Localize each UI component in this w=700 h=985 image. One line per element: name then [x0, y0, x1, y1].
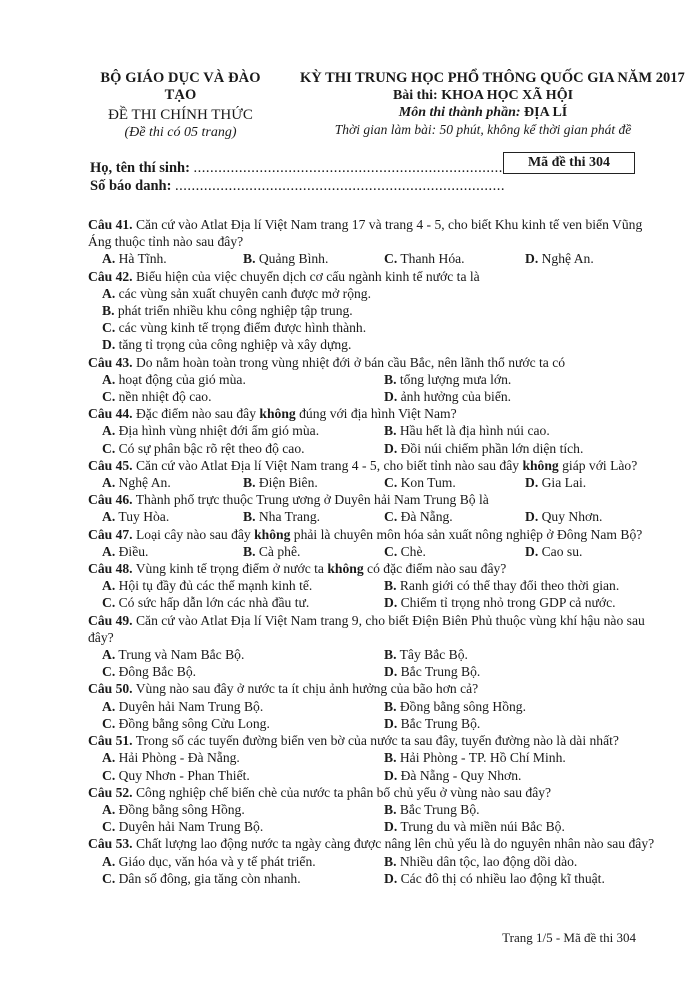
page-footer: Trang 1/5 - Mã đề thi 304	[502, 930, 636, 945]
option-text: Đồng bằng sông Cửu Long.	[115, 715, 270, 731]
answer-option	[384, 508, 525, 525]
answer-options	[88, 853, 668, 887]
option-letter: D.	[384, 440, 398, 456]
option-letter: B.	[384, 853, 397, 869]
question-stem	[88, 612, 668, 646]
option-text: Điện Biên.	[255, 475, 318, 491]
question	[88, 354, 668, 406]
emphasis-text: không	[254, 526, 291, 542]
question-text: phải là chuyên môn hóa sản xuất nông nghiệp ở Đông Nam Bộ?	[290, 526, 643, 542]
option-letter: C.	[102, 870, 116, 886]
paper-label: Bài thi:	[392, 88, 438, 103]
answer-options	[88, 422, 668, 456]
question-stem	[88, 354, 668, 371]
exam-code-box: Mã đề thi 304	[503, 152, 635, 174]
question	[88, 612, 668, 681]
question-number: Câu 48.	[88, 561, 133, 577]
question-stem	[88, 732, 668, 749]
answer-option	[525, 543, 666, 560]
question-text: Vùng nào sau đây ở nước ta ít chịu ảnh hưởng của bão hơn cả?	[132, 681, 479, 697]
candidate-id-dots: ................................................................................	[175, 178, 506, 194]
exam-title: KỲ THI TRUNG HỌC PHỔ THÔNG QUỐC GIA NĂM 2017	[300, 70, 685, 86]
answer-option	[384, 594, 666, 611]
option-text: Ranh giới có thể thay đổi theo thời gian.	[396, 578, 620, 594]
answer-options	[88, 285, 668, 354]
question	[88, 216, 668, 268]
answer-option	[102, 801, 384, 818]
option-letter: A.	[102, 853, 116, 869]
option-letter: A.	[102, 423, 116, 439]
question-stem	[88, 835, 668, 852]
question-number: Câu 43.	[88, 354, 133, 370]
option-text: Cà phê.	[255, 543, 301, 559]
answer-option	[384, 663, 666, 680]
option-letter: A.	[102, 251, 116, 267]
question-number: Câu 42.	[88, 268, 133, 284]
answer-option	[102, 336, 668, 353]
answer-option	[102, 646, 384, 663]
answer-options	[88, 577, 668, 611]
option-text: Bắc Trung Bộ.	[397, 664, 481, 680]
candidate-name-line	[90, 160, 503, 177]
question	[88, 491, 668, 525]
option-letter: A.	[102, 647, 116, 663]
question-text: Vùng kinh tế trọng điểm ở nước ta	[132, 561, 328, 577]
option-text: Cao su.	[538, 543, 583, 559]
answer-options	[88, 474, 668, 491]
subject-line	[300, 105, 666, 121]
answer-option	[384, 818, 666, 835]
time-note: Thời gian làm bài: 50 phút, không kể thời gian phát đề	[334, 122, 632, 137]
question-text: giáp với Lào?	[558, 457, 638, 473]
option-text: Đồi núi chiếm phần lớn diện tích.	[397, 440, 584, 456]
option-text: Quy Nhơn - Phan Thiết.	[115, 767, 250, 783]
question	[88, 268, 668, 354]
option-text: Quy Nhơn.	[538, 509, 603, 525]
option-text: Hải Phòng - TP. Hồ Chí Minh.	[396, 750, 566, 766]
option-text: Hà Tĩnh.	[115, 251, 167, 267]
question	[88, 732, 668, 784]
answer-option	[102, 577, 384, 594]
option-letter: C.	[384, 543, 398, 559]
option-letter: B.	[384, 371, 397, 387]
option-text: Tuy Hòa.	[115, 509, 170, 525]
question-text: có đặc điểm nào sau đây?	[363, 561, 507, 577]
answer-option	[102, 440, 384, 457]
option-text: các vùng kinh tế trọng điểm được hình thành.	[115, 320, 367, 336]
question-stem	[88, 405, 668, 422]
emphasis-text: không	[522, 457, 559, 473]
option-letter: B.	[243, 509, 256, 525]
header-right	[300, 70, 685, 138]
question-text: Căn cứ vào Atlat Địa lí Việt Nam trang 17 và trang 4 - 5, cho biết Khu kinh tế ven biển Vũng Áng thuộc tỉnh nào sau đây?	[88, 217, 643, 250]
question-number: Câu 49.	[88, 612, 133, 628]
question-number: Câu 44.	[88, 406, 133, 422]
option-text: Đồng bằng sông Hồng.	[396, 698, 526, 714]
question-number: Câu 47.	[88, 526, 133, 542]
answer-option	[102, 388, 384, 405]
option-letter: C.	[102, 819, 116, 835]
candidate-name-label: Họ, tên thí sinh:	[90, 160, 190, 176]
answer-option	[384, 577, 666, 594]
answer-option	[102, 319, 668, 336]
option-text: Hầu hết là địa hình núi cao.	[396, 423, 550, 439]
answer-options	[88, 646, 668, 680]
answer-option	[384, 440, 666, 457]
answer-option	[102, 715, 384, 732]
answer-option	[102, 767, 384, 784]
question-number: Câu 46.	[88, 492, 133, 508]
candidate-name-dots: ...........................................................................	[193, 160, 503, 176]
answer-option	[384, 870, 666, 887]
option-text: hoạt động của gió mùa.	[115, 371, 246, 387]
question-stem	[88, 268, 668, 285]
emphasis-text: không	[259, 406, 296, 422]
option-text: Đà Nẵng.	[397, 509, 453, 525]
paper-line	[300, 88, 666, 104]
subject-value: ĐỊA LÍ	[524, 105, 568, 120]
option-letter: B.	[102, 303, 115, 319]
option-letter: D.	[525, 509, 539, 525]
answer-option	[384, 853, 666, 870]
answer-option	[384, 474, 525, 491]
option-text: Hải Phòng - Đà Nẵng.	[115, 750, 240, 766]
answer-option	[102, 818, 384, 835]
option-letter: C.	[384, 475, 398, 491]
question-number: Câu 41.	[88, 217, 133, 232]
option-text: ảnh hưởng của biển.	[397, 389, 512, 405]
option-text: Chè.	[397, 543, 426, 559]
option-text: Bắc Trung Bộ.	[397, 715, 481, 731]
option-text: Trung và Nam Bắc Bộ.	[115, 647, 245, 663]
option-letter: C.	[102, 715, 116, 731]
option-text: Gia Lai.	[538, 475, 587, 491]
answer-option	[384, 388, 666, 405]
option-text: các vùng sản xuất chuyên canh được mở rộng.	[115, 285, 371, 301]
option-text: Địa hình vùng nhiệt đới ẩm gió mùa.	[115, 423, 320, 439]
question	[88, 835, 668, 887]
option-letter: A.	[102, 698, 116, 714]
answer-option	[525, 250, 666, 267]
option-letter: C.	[102, 664, 116, 680]
question-list	[88, 216, 668, 887]
option-letter: D.	[384, 767, 398, 783]
option-letter: A.	[102, 371, 116, 387]
question-text: Thành phố trực thuộc Trung ương ở Duyên hải Nam Trung Bộ là	[132, 492, 489, 508]
option-letter: C.	[102, 767, 116, 783]
option-letter: D.	[525, 543, 539, 559]
option-letter: C.	[102, 320, 116, 336]
answer-option	[384, 422, 666, 439]
option-letter: A.	[102, 578, 116, 594]
option-text: Đồng bằng sông Hồng.	[115, 801, 245, 817]
answer-option	[102, 508, 243, 525]
option-letter: B.	[384, 647, 397, 663]
question-number: Câu 50.	[88, 681, 133, 697]
option-text: Đông Bắc Bộ.	[115, 664, 197, 680]
option-text: tổng lượng mưa lớn.	[396, 371, 512, 387]
answer-option	[384, 371, 666, 388]
candidate-id-label: Số báo danh:	[90, 178, 172, 194]
option-text: Nhiều dân tộc, lao động dồi dào.	[396, 853, 578, 869]
option-text: Giáo dục, văn hóa và y tế phát triển.	[115, 853, 316, 869]
option-text: Đà Nẵng - Quy Nhơn.	[397, 767, 522, 783]
answer-option	[102, 302, 668, 319]
option-letter: A.	[102, 801, 116, 817]
question-text: Đặc điểm nào sau đây	[132, 406, 260, 422]
question-number: Câu 52.	[88, 784, 133, 800]
option-text: phát triển nhiều khu công nghiệp tập trung.	[114, 303, 353, 319]
question-number: Câu 53.	[88, 836, 133, 852]
option-letter: D.	[384, 389, 398, 405]
option-letter: A.	[102, 509, 116, 525]
question-text: Chất lượng lao động nước ta ngày càng được nâng lên chủ yếu là do nguyên nhân nào sau đây?	[132, 836, 655, 852]
answer-options	[88, 801, 668, 835]
emphasis-text: không	[327, 561, 364, 577]
paper-value: KHOA HỌC XÃ HỘI	[441, 88, 574, 103]
option-text: Hội tụ đầy đủ các thế mạnh kinh tế.	[115, 578, 313, 594]
answer-option	[102, 285, 668, 302]
answer-option	[384, 767, 666, 784]
option-letter: D.	[384, 819, 398, 835]
option-letter: C.	[384, 509, 398, 525]
answer-option	[384, 543, 525, 560]
option-letter: B.	[384, 801, 397, 817]
option-letter: A.	[102, 475, 116, 491]
answer-option	[102, 250, 243, 267]
question-stem	[88, 457, 668, 474]
option-letter: B.	[384, 750, 397, 766]
question-text: Loại cây nào sau đây	[132, 526, 255, 542]
answer-options	[88, 749, 668, 783]
answer-option	[384, 749, 666, 766]
pages-note: (Đề thi có 05 trang)	[124, 125, 237, 140]
answer-option	[384, 801, 666, 818]
answer-option	[102, 663, 384, 680]
answer-option	[102, 474, 243, 491]
option-letter: D.	[384, 715, 398, 731]
option-text: Thanh Hóa.	[397, 251, 465, 267]
option-letter: A.	[102, 750, 116, 766]
question-stem	[88, 680, 668, 697]
option-letter: D.	[384, 870, 398, 886]
subject-label: Môn thi thành phần:	[398, 105, 521, 120]
question-text: Trong số các tuyến đường biển ven bờ của nước ta sau đây, tuyến đường nào là dài nhất?	[132, 733, 619, 749]
question	[88, 560, 668, 612]
answer-option	[384, 715, 666, 732]
option-text: Có sự phân bậc rõ rệt theo độ cao.	[115, 440, 305, 456]
option-letter: B.	[384, 423, 397, 439]
option-text: Nghệ An.	[115, 475, 171, 491]
question-stem	[88, 491, 668, 508]
option-letter: B.	[384, 698, 397, 714]
option-text: Có sức hấp dẫn lớn các nhà đầu tư.	[115, 595, 310, 611]
option-text: Bắc Trung Bộ.	[396, 801, 480, 817]
option-letter: D.	[384, 664, 398, 680]
answer-option	[384, 698, 666, 715]
answer-option	[525, 474, 666, 491]
answer-option	[102, 853, 384, 870]
answer-options	[88, 698, 668, 732]
ministry-name: BỘ GIÁO DỤC VÀ ĐÀO TẠO	[100, 70, 261, 103]
option-letter: C.	[102, 595, 116, 611]
answer-option	[243, 508, 384, 525]
question	[88, 457, 668, 491]
option-text: Dân số đông, gia tăng còn nhanh.	[115, 870, 301, 886]
candidate-id-line	[90, 178, 505, 195]
option-letter: C.	[102, 440, 116, 456]
option-text: Quảng Bình.	[255, 251, 329, 267]
question-stem	[88, 784, 668, 801]
option-text: Chiếm tỉ trọng nhỏ trong GDP cả nước.	[397, 595, 616, 611]
option-letter: C.	[102, 389, 116, 405]
answer-option	[102, 422, 384, 439]
option-letter: B.	[384, 578, 397, 594]
option-letter: A.	[102, 285, 116, 301]
header-left	[88, 70, 273, 141]
question-text: Do nằm hoàn toàn trong vùng nhiệt đới ở bán cầu Bắc, nên lãnh thổ nước ta có	[132, 354, 566, 370]
option-letter: C.	[384, 251, 398, 267]
option-letter: D.	[525, 251, 539, 267]
option-text: nền nhiệt độ cao.	[115, 389, 212, 405]
answer-option	[525, 508, 666, 525]
option-letter: D.	[384, 595, 398, 611]
answer-options	[88, 508, 668, 525]
answer-option	[102, 594, 384, 611]
answer-option	[243, 543, 384, 560]
question-text: Căn cứ vào Atlat Địa lí Việt Nam trang 4 - 5, cho biết tỉnh nào sau đây	[132, 457, 523, 473]
question-number: Câu 45.	[88, 457, 133, 473]
option-text: Trung du và miền núi Bắc Bộ.	[397, 819, 565, 835]
option-letter: B.	[243, 543, 256, 559]
option-letter: D.	[525, 475, 539, 491]
question-number: Câu 51.	[88, 733, 133, 749]
question-text: Biểu hiện của việc chuyển dịch cơ cấu ngành kinh tế nước ta là	[132, 268, 480, 284]
option-text: tăng tỉ trọng của công nghiệp và xây dựng.	[115, 337, 352, 353]
option-text: Điều.	[115, 543, 149, 559]
option-text: Nha Trang.	[255, 509, 321, 525]
answer-option	[102, 698, 384, 715]
answer-option	[384, 646, 666, 663]
answer-option	[243, 474, 384, 491]
answer-option	[102, 870, 384, 887]
answer-options	[88, 250, 668, 267]
option-text: Tây Bắc Bộ.	[396, 647, 468, 663]
option-letter: B.	[243, 475, 256, 491]
answer-option	[102, 371, 384, 388]
option-text: Các đô thị có nhiều lao động kĩ thuật.	[397, 870, 605, 886]
question-text: đúng với địa hình Việt Nam?	[295, 406, 457, 422]
option-text: Nghệ An.	[538, 251, 594, 267]
answer-options	[88, 371, 668, 405]
option-letter: B.	[243, 251, 256, 267]
question-stem	[88, 216, 668, 250]
option-letter: D.	[102, 337, 116, 353]
answer-option	[102, 543, 243, 560]
question	[88, 784, 668, 836]
question-text: Công nghiệp chế biến chè của nước ta phân bố chủ yếu ở vùng nào sau đây?	[132, 784, 552, 800]
option-text: Duyên hải Nam Trung Bộ.	[115, 698, 264, 714]
question	[88, 680, 668, 732]
option-letter: A.	[102, 543, 116, 559]
question-stem	[88, 560, 668, 577]
answer-option	[102, 749, 384, 766]
question	[88, 526, 668, 560]
question	[88, 405, 668, 457]
answer-options	[88, 543, 668, 560]
official-label: ĐỀ THI CHÍNH THỨC	[108, 107, 253, 123]
answer-option	[243, 250, 384, 267]
option-text: Duyên hải Nam Trung Bộ.	[115, 819, 264, 835]
question-text: Căn cứ vào Atlat Địa lí Việt Nam trang 9, cho biết Điện Biên Phủ thuộc vùng khí hậu nào sau đây?	[88, 612, 645, 645]
option-text: Kon Tum.	[397, 475, 456, 491]
question-stem	[88, 526, 668, 543]
answer-option	[384, 250, 525, 267]
